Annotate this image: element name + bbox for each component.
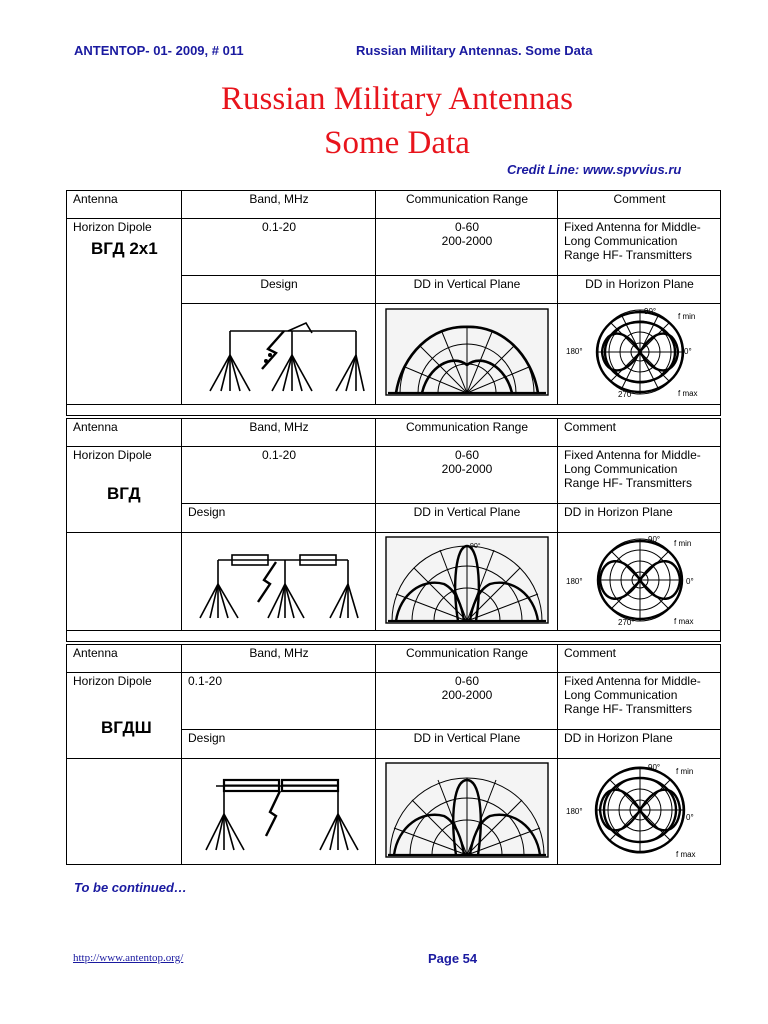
horizon-plane-label: DD in Horizon Plane — [558, 504, 721, 533]
fmin-label: f min — [674, 539, 692, 548]
antenna-header: Antenna — [67, 645, 182, 673]
antenna-cell — [67, 219, 182, 405]
page-title-line2: Some Data — [324, 125, 470, 161]
vertical-pattern-figure — [382, 760, 552, 860]
range-value-far: 200-2000 — [441, 234, 493, 248]
table-data-row — [67, 219, 721, 276]
antenna-cell — [67, 673, 182, 759]
range-value — [376, 219, 558, 276]
antenna-table-2 — [66, 418, 721, 642]
table-header-row — [67, 645, 721, 673]
angle-270-label: 270° — [618, 390, 635, 399]
table-header-row — [67, 191, 721, 219]
range-value — [376, 673, 558, 730]
fmin-label: f min — [678, 312, 696, 321]
comment-value: Fixed Antenna for Middle-Long Communication Range HF- Transmitters — [558, 447, 721, 504]
angle-180-label: 180° — [566, 807, 583, 816]
range-value — [376, 447, 558, 504]
antenna-cell — [67, 447, 182, 533]
horizon-plane-label: DD in Horizon Plane — [558, 276, 721, 304]
comment-value: Fixed Antenna for Middle-Long Communication Range HF- Transmitters — [558, 673, 721, 730]
dipole-design-figure — [188, 760, 370, 860]
design-figure-cell — [182, 533, 376, 631]
page-title-line1: Russian Military Antennas — [221, 81, 573, 117]
empty-cell — [67, 759, 182, 865]
vertical-plane-label: DD in Vertical Plane — [376, 276, 558, 304]
credit-line: Credit Line: www.spvvius.ru — [507, 162, 682, 177]
band-header: Band, MHz — [182, 191, 376, 219]
angle-90-label: 90° — [648, 535, 661, 544]
comment-value: Fixed Antenna for Middle-Long Communication Range HF- Transmitters — [558, 219, 721, 276]
dipole-design-figure — [188, 534, 370, 626]
angle-180-label: 180° — [566, 347, 583, 356]
angle-0-label: 0° — [686, 813, 694, 822]
comment-header: Comment — [558, 645, 721, 673]
vertical-plane-figure-cell — [376, 304, 558, 405]
vertical-plane-figure-cell — [376, 533, 558, 631]
range-value-far: 200-2000 — [441, 462, 493, 476]
figure-row — [67, 533, 721, 631]
band-value: 0.1-20 — [182, 673, 376, 730]
horizon-plane-label: DD in Horizon Plane — [558, 730, 721, 759]
article-header: Russian Military Antennas. Some Data — [356, 43, 593, 58]
empty-cell — [67, 533, 182, 631]
fmax-label: f max — [676, 850, 696, 859]
table-spacer — [67, 405, 721, 416]
fmax-label: f max — [674, 617, 694, 626]
vertical-plane-label: DD in Vertical Plane — [376, 504, 558, 533]
figure-row — [67, 759, 721, 865]
design-label: Design — [182, 730, 376, 759]
website-link[interactable]: http://www.antentop.org/ — [73, 952, 184, 964]
design-label: Design — [182, 504, 376, 533]
range-header: Communication Range — [376, 645, 558, 673]
continued-note: To be continued… — [74, 880, 187, 895]
horizon-plane-figure-cell — [558, 533, 721, 631]
angle-90-label: 90° — [644, 307, 657, 316]
antenna-type: Horizon Dipole — [73, 674, 152, 688]
antenna-table-3 — [66, 644, 721, 865]
angle-0-label: 0° — [684, 347, 692, 356]
horizon-plane-figure-cell — [558, 759, 721, 865]
page-number: Page 54 — [428, 951, 478, 966]
antenna-type: Horizon Dipole — [73, 220, 152, 234]
design-figure-cell — [182, 304, 376, 405]
horizontal-pattern-figure — [564, 534, 716, 626]
angle-90-label: 90° — [648, 763, 661, 772]
horizontal-pattern-figure — [564, 760, 716, 860]
band-header: Band, MHz — [182, 419, 376, 447]
design-figure-cell — [182, 759, 376, 865]
angle-270-label: 270° — [618, 618, 635, 626]
issue-header: ANTENTOP- 01- 2009, # 011 — [74, 43, 244, 58]
range-value-near: 0-60 — [454, 448, 480, 462]
vertical-pattern-figure — [382, 305, 552, 399]
horizon-plane-figure-cell — [558, 304, 721, 405]
vertical-plane-label: DD in Vertical Plane — [376, 730, 558, 759]
table-spacer — [67, 631, 721, 642]
comment-header: Comment — [558, 191, 721, 219]
design-label: Design — [182, 276, 376, 304]
angle-180-label: 180° — [566, 577, 583, 586]
band-header: Band, MHz — [182, 645, 376, 673]
table-header-row — [67, 419, 721, 447]
range-value-far: 200-2000 — [441, 688, 493, 702]
dipole-design-figure — [188, 305, 370, 399]
table-data-row — [67, 447, 721, 504]
antenna-name: ВГДШ — [101, 718, 152, 737]
band-value: 0.1-20 — [182, 219, 376, 276]
range-header: Communication Range — [376, 419, 558, 447]
vertical-pattern-figure — [382, 534, 552, 626]
range-header: Communication Range — [376, 191, 558, 219]
fmin-label: f min — [676, 767, 694, 776]
antenna-table-1 — [66, 190, 721, 416]
antenna-name: ВГД — [107, 484, 141, 503]
band-value: 0.1-20 — [182, 447, 376, 504]
horizontal-pattern-figure — [564, 305, 716, 399]
antenna-name: ВГД 2х1 — [91, 239, 158, 258]
range-value-near: 0-60 — [454, 674, 480, 688]
angle-90-label: 90° — [470, 543, 481, 550]
antenna-header: Antenna — [67, 191, 182, 219]
table-data-row — [67, 673, 721, 730]
antenna-header: Antenna — [67, 419, 182, 447]
range-value-near: 0-60 — [454, 220, 480, 234]
vertical-plane-figure-cell — [376, 759, 558, 865]
angle-0-label: 0° — [686, 577, 694, 586]
antenna-type: Horizon Dipole — [73, 448, 152, 462]
comment-header: Comment — [558, 419, 721, 447]
fmax-label: f max — [678, 389, 698, 398]
